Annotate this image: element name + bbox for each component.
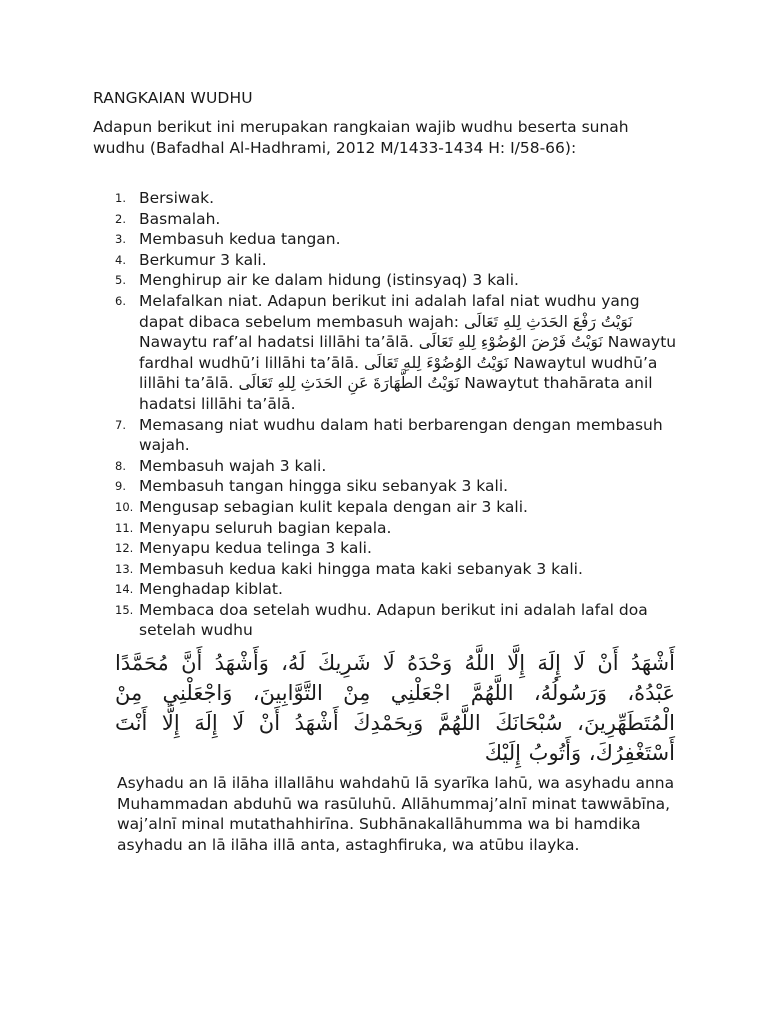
- document-title: RANGKAIAN WUDHU: [93, 89, 253, 107]
- niat-4-latin: Nawaytut thahārata anil hadatsi lillāhi ta’ālā.: [139, 374, 653, 413]
- list-number: 8.: [115, 458, 126, 473]
- step-text: Membasuh kedua tangan.: [139, 230, 341, 249]
- step-text: Menyapu seluruh bagian kepala.: [139, 518, 392, 537]
- list-item: [93, 270, 683, 291]
- list-item: [93, 209, 683, 230]
- doa-arabic-text: أَشْهَدُ أَنْ لَا إِلَهَ إِلَّا اللَّهُ وَحْدَهُ لَا شَرِيكَ لَهُ، وَأَشْهَدُ أَنَّ مُحَمَّدًا عَبْدُهُ، وَرَسُولُهُ، اللَّهُمَّ اجْعَلْنِي مِنْ التَّوَّابِينَ، وَاجْعَلْنِي مِنْ الْمُتَطَهِّرِينَ، سُبْحَانَكَ اللَّهُمَّ وَبِحَمْدِكَ أَشْهَدُ أَنْ لَا إِلَهَ إِلَّا أَنْتَ أَسْتَغْفِرُكَ، وَأَتُوبُ إِلَيْكَ: [115, 651, 675, 765]
- niat-1-latin: Nawaytu raf’al hadatsi lillāhi ta’ālā.: [139, 333, 419, 352]
- list-number: 12.: [115, 541, 134, 556]
- step-text: Memasang niat wudhu dalam hati berbarengan dengan membasuh wajah.: [139, 415, 663, 455]
- niat-2-arabic: نَوَيْتُ فَرْضَ الوُضُوْءِ لِلهِ تَعَالَى: [418, 333, 603, 352]
- list-item: [93, 559, 683, 580]
- list-item: [93, 229, 683, 250]
- step-text: Melafalkan niat. Adapun berikut ini adalah lafal niat wudhu yang dapat dibaca sebelum membasuh wajah:: [139, 291, 640, 331]
- list-number: 1.: [115, 191, 126, 205]
- step-text: Menyapu kedua telinga 3 kali.: [139, 539, 372, 558]
- step-text: Bersiwak.: [139, 189, 215, 207]
- list-item: [93, 538, 683, 559]
- niat-1-arabic: نَوَيْتُ رَفْعَ الحَدَثِ لِلهِ تَعَالَى: [463, 312, 633, 331]
- step-text: Membaca doa setelah wudhu. Adapun berikut ini adalah lafal doa setelah wudhu: [139, 600, 648, 640]
- step-text: Membasuh kedua kaki hingga mata kaki sebanyak 3 kali.: [139, 559, 583, 578]
- list-number: 10.: [115, 499, 134, 514]
- step-text: Menghadap kiblat.: [139, 580, 283, 599]
- list-number: 9.: [115, 479, 126, 494]
- list-item: [93, 415, 683, 456]
- list-item: [93, 518, 683, 539]
- step-text: Menghirup air ke dalam hidung (istinsyaq) 3 kali.: [139, 271, 519, 290]
- list-item: [93, 579, 683, 600]
- list-number: 4.: [115, 252, 126, 267]
- list-number: 15.: [115, 602, 134, 617]
- list-item-niat: [93, 291, 683, 415]
- list-number: 13.: [115, 561, 134, 576]
- list-item: [93, 250, 683, 271]
- list-item: [93, 456, 683, 477]
- list-item: [93, 188, 683, 209]
- list-number: 7.: [115, 417, 126, 432]
- list-item: [93, 600, 683, 641]
- list-number: 6.: [115, 293, 126, 308]
- list-number: 2.: [115, 211, 126, 226]
- intro-paragraph: Adapun berikut ini merupakan rangkaian wajib wudhu beserta sunah wudhu (Bafadhal Al-Hadhrami, 2012 M/1433-1434 H: I/58-66):: [93, 118, 629, 157]
- doa-transliteration: Asyhadu an lā ilāha illallāhu wahdahū lā syarīka lahū, wa asyhadu anna Muhammadan abduhū wa rasūluhū. Allāhummaj’alnī minat tawwābīna, waj’alnī minal mutathahhirīna. Subhānakallāhumma wa bi hamdika asyhadu an lā ilāha illā anta, astaghfiruka, wa atūbu ilayka.: [117, 774, 675, 854]
- wudhu-steps-list: [93, 188, 683, 641]
- niat-4-arabic: نَوَيْتُ الطَّهَارَةَ عَنِ الحَدَثِ لِلهِ تَعَالَى: [238, 374, 460, 393]
- list-number: 5.: [115, 273, 126, 288]
- list-item: [93, 476, 683, 497]
- step-text: Basmalah.: [139, 209, 221, 228]
- step-text: Membasuh wajah 3 kali.: [139, 456, 327, 475]
- niat-2-latin: Nawaytu fardhal wudhū’i lillāhi ta’ālā.: [139, 333, 677, 372]
- list-number: 14.: [115, 582, 134, 597]
- list-item: [93, 497, 683, 518]
- list-number: 3.: [115, 232, 126, 247]
- niat-3-arabic: نَوَيْتُ الوُضُوْءَ لِلهِ تَعَالَى: [364, 353, 509, 372]
- list-number: 11.: [115, 520, 134, 535]
- step-text: Membasuh tangan hingga siku sebanyak 3 kali.: [139, 477, 509, 496]
- niat-3-latin: Nawaytul wudhū’a lillāhi ta’ālā.: [139, 353, 658, 393]
- step-text: Mengusap sebagian kulit kepala dengan air 3 kali.: [139, 497, 528, 516]
- step-text: Berkumur 3 kali.: [139, 250, 267, 269]
